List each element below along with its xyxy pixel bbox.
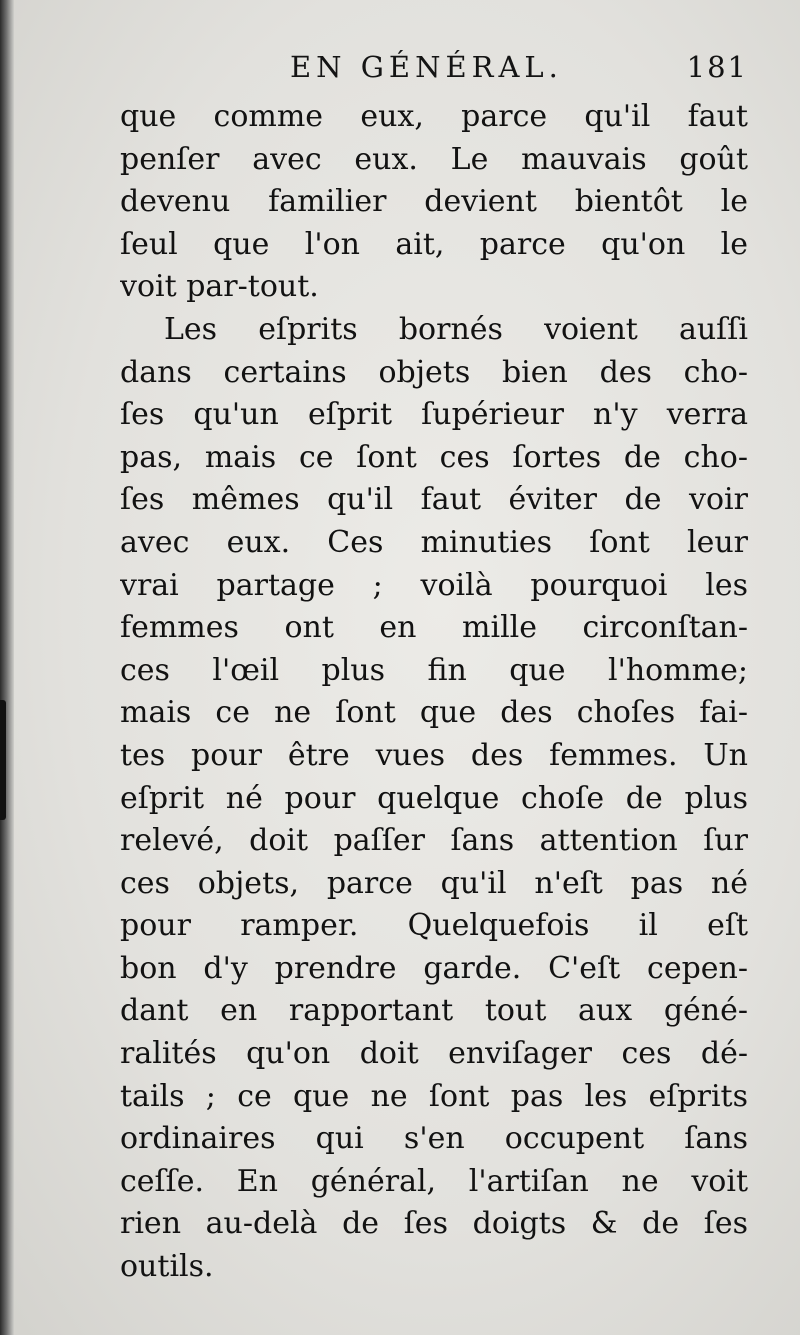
text-line: avec eux. Ces minuties ſont leur — [120, 524, 748, 560]
text-line: ſes mêmes qu'il faut éviter de voir — [120, 482, 748, 518]
text-line: penſer avec eux. Le mauvais goût — [120, 141, 748, 177]
text-line: ordinaires qui s'en occupent ſans — [120, 1121, 748, 1157]
text-line: femmes ont en mille circonſtan- — [120, 610, 748, 646]
text-line: devenu familier devient bientôt le — [120, 184, 748, 220]
page-header — [120, 50, 748, 94]
running-title: EN GÉNÉRAL. — [290, 50, 563, 84]
text-line: dant en rapportant tout aux géné- — [120, 993, 748, 1029]
page-number: 181 — [686, 50, 748, 84]
body-text — [120, 96, 748, 1289]
text-line: tes pour être vues des femmes. Un — [120, 737, 748, 773]
binding-mark — [0, 700, 6, 820]
text-line: eſprit né pour quelque choſe de plus — [120, 780, 748, 816]
text-line: ſes qu'un eſprit ſupérieur n'y verra — [120, 397, 748, 433]
text-line: tails ; ce que ne ſont pas les eſprits — [120, 1078, 748, 1114]
text-line: ces objets, parce qu'il n'eſt pas né — [120, 865, 748, 901]
text-line: mais ce ne ſont que des choſes fai- — [120, 695, 748, 731]
text-line: ralités qu'on doit enviſager ces dé- — [120, 1036, 748, 1072]
text-line: vrai partage ; voilà pourquoi les — [120, 567, 748, 603]
page-gutter-shadow — [0, 0, 14, 1335]
text-line: que comme eux, parce qu'il faut — [120, 99, 748, 134]
text-line: ſeul que l'on ait, parce qu'on le — [120, 226, 748, 262]
paragraph-first-line: Les eſprits bornés voient auſſi — [164, 311, 748, 347]
text-line: relevé, doit paſſer ſans attention ſur — [120, 823, 748, 859]
text-line: ceſſe. En général, l'artiſan ne voit — [120, 1163, 748, 1199]
text-line: ces l'œil plus fin que l'homme; — [120, 652, 748, 688]
text-line: rien au-delà de ſes doigts & de ſes — [120, 1206, 748, 1242]
text-line: dans certains objets bien des cho- — [120, 354, 748, 390]
text-line: pour ramper. Quelquefois il eſt — [120, 908, 748, 944]
text-line: bon d'y prendre garde. C'eſt cepen- — [120, 950, 748, 986]
text-line: pas, mais ce ſont ces ſortes de cho- — [120, 439, 748, 475]
text-line: outils. — [120, 1249, 214, 1285]
text-line: voit par-tout. — [120, 269, 319, 305]
